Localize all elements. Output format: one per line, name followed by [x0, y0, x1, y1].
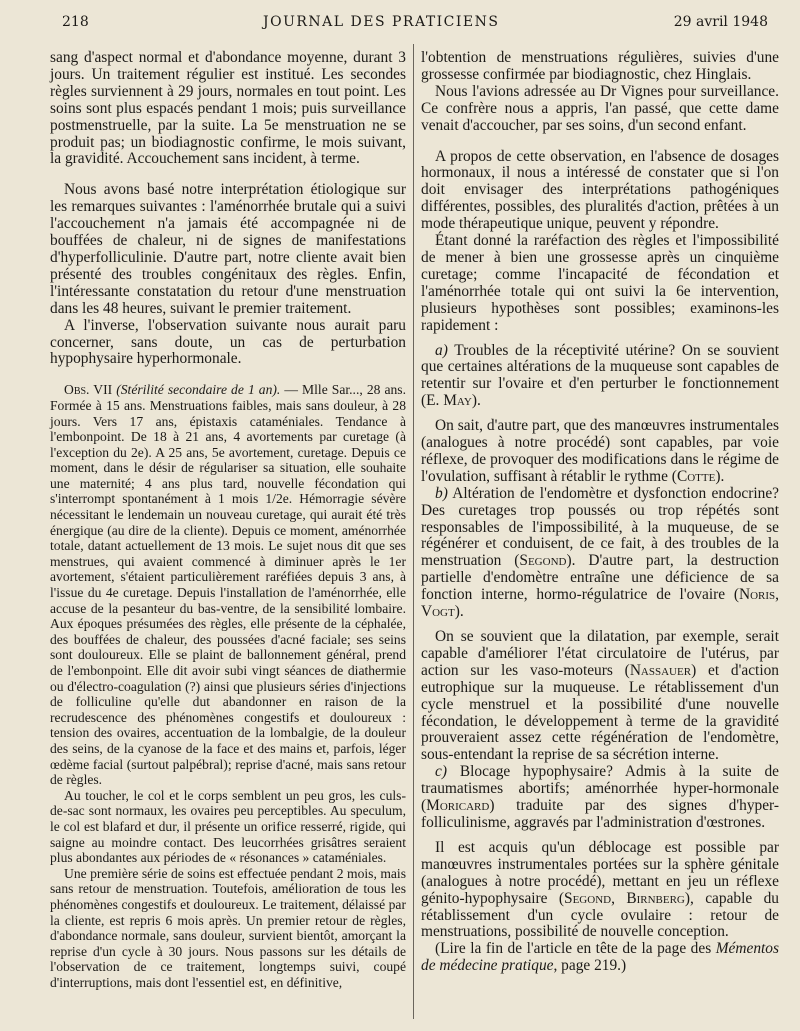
paragraph — [421, 629, 779, 764]
paragraph: l'obtention de menstruations régulières, suivies d'une grossesse confirmée par biodiagnostic, chez Hinglais. — [421, 49, 779, 83]
page-header — [62, 12, 768, 32]
reference-author: E. May — [426, 392, 472, 410]
observation-title: (Stérilité secondaire de 1 an). — [116, 382, 281, 398]
paragraph-end: ) traduite par des signes d'hyper-folliculinisme, aggravés par l'administration d'œstrones. — [421, 797, 779, 831]
paragraph — [421, 840, 779, 941]
reference-author: Moricard — [426, 797, 490, 815]
observation-label: Obs. VII — [64, 382, 113, 398]
paragraph — [421, 418, 779, 486]
continuation-page: , page 219.) — [553, 957, 627, 975]
right-column — [421, 50, 779, 975]
paragraph: A l'inverse, l'observation suivante nous aurait paru concerner, sans doute, un cas de perturbation hypophysaire hyperhormonale. — [50, 316, 406, 368]
hypothesis-c — [421, 764, 779, 832]
paragraph-end: ) et d'action eutrophique sur la muqueuse. Le rétablissement d'un cycle menstruel et la possibilité d'une nouvelle fécondation, le développement à terme de la gravidité prouveraient assez cette régénération de l'endomètre, sous-entendant la reprise de sa sécrétion interne. — [421, 661, 779, 764]
hypothesis-b-text: Altération de l'endomètre et dysfonction endocrine? Des curetages trop poussés ou trop répétés sont responsables de l'impossibilité, à la muqueuse, de se régénérer et conduisent, de ce fait, à des troubles de la menstruation ( — [421, 484, 779, 570]
continuation-note — [421, 941, 779, 975]
continuation-section-title: Mémentos de médecine pratique — [421, 940, 779, 975]
paragraph-end: ). — [471, 392, 481, 410]
paragraph: A propos de cette observation, en l'absence de dosages hormonaux, il nous a intéressé de constater que si l'on doit envisager des interprétations pathogéniques différentes, possibles, des pluralités d'action, prêtées à un mode thérapeutique unique, peuvent y répondre. — [421, 147, 779, 233]
paragraph-end: ). — [454, 603, 464, 621]
reference-author: Cotte — [676, 467, 716, 485]
hypothesis-a-text: Troubles de la réceptivité utérine? On se souvient que certaines altérations de la muqueuse sont capables de retentir sur l'ovaire et d'en perturber le fonctionnement ( — [421, 341, 779, 410]
hypothesis-b — [421, 486, 779, 621]
paragraph: sang d'aspect normal et d'abondance moyenne, durant 3 jours. Un traitement régulier est institué. Les secondes règles surviennent à 29 jours, normales en tout point. Les soins sont plus espacés pendant 1 mois; puis surveillance postmenstruelle, par la suite. La 5e menstruation ne se produit pas; un biodiagnostic confirme, le mois suivant, la gravidité. Accouchement sans incident, à terme. — [50, 49, 406, 168]
paragraph: Étant donné la raréfaction des règles et l'impossibilité de mener à bien une grossesse après un cinquième curetage; comme l'incapacité de fécondation et l'aménorrhée totale qui ont suivi la 6e intervention, plusieurs hypothèses sont possibles; examinons-les rapidement : — [421, 232, 779, 334]
observation-paragraph — [50, 382, 406, 787]
paragraph-text: On se souvient que la dilatation, par exemple, serait capable d'améliorer l'état circulatoire de l'utérus, par action sur les vaso-moteurs ( — [421, 628, 779, 679]
page-number: 218 — [62, 14, 89, 30]
reference-author: Segond, Birnberg — [564, 889, 685, 907]
continuation-text: (Lire la fin de l'article en tête de la page des — [435, 940, 716, 958]
hypothesis-c-text: Blocage hypophysaire? Admis à la suite de traumatismes abortifs; aménorrhée hyper-hormonale ( — [421, 763, 779, 815]
hypothesis-b-label: b) — [435, 484, 448, 502]
paragraph-text: Il est acquis qu'un déblocage est possible par manœuvres instrumentales portées sur la sphère génitale (analogues à notre procédé), mettant en jeu un réflexe génito-hypophysaire ( — [421, 838, 779, 907]
paragraph: Une première série de soins est effectuée pendant 2 mois, mais sans retour de menstruation. Toutefois, amélioration de tous les phénomènes congestifs et douloureux. Le traitement, délaissé par la cliente, est repris 6 mois après. Un premier retour de règles, d'abondance normale, sans douleur, survient bientôt, amorçant la reprise d'un cycle à 30 jours. Nous passons sur les détails de l'observation de ce traitement, longtemps suivi, coupé d'interruptions, mais dont l'essentiel est, en définitive, — [50, 865, 406, 990]
reference-author: Nassauer — [629, 661, 692, 679]
paragraph: Nous avons basé notre interprétation étiologique sur les remarques suivantes : l'aménorrhée brutale qui a suivi l'accouchement n'a jamais été accompagnée ni de bouffées de chaleur, ni de signes de manifestations d'hyperfolliculinie. D'autre part, notre cliente avait bien présenté des troubles congénitaux des règles. Enfin, l'intéressante constatation du retour d'une menstruation dans les 48 heures, suivant le premier traitement. — [50, 181, 406, 317]
journal-title: JOURNAL DES PRATICIENS — [262, 14, 500, 30]
reference-author: Noris, Vogt — [421, 586, 779, 621]
paragraph-text: ). D'autre part, la destruction partielle d'endomètre entraîne une déficience de sa fonction interne, hormo-régulatrice de l'ovaire ( — [421, 552, 779, 604]
paragraph-end: ). — [715, 467, 725, 485]
reference-author: Segond — [519, 552, 567, 570]
paragraph-end: ), capable du rétablissement d'un cycle ovulaire : retour de menstruations, possibilité de nouvelle conception. — [421, 889, 779, 941]
paragraph: Nous l'avions adressée au Dr Vignes pour surveillance. Ce confrère nous a appris, l'an passé, que cette dame venait d'accoucher, par ses soins, d'un second enfant. — [421, 82, 779, 134]
hypothesis-c-label: c) — [435, 763, 447, 781]
left-column — [50, 50, 406, 990]
hypothesis-a — [421, 343, 779, 411]
hypothesis-a-label: a) — [435, 341, 448, 359]
paragraph: Au toucher, le col et le corps semblent un peu gros, les culs-de-sac sont normaux, les ovaires peu perceptibles. Au speculum, le col est blafard et dur, il présente un orifice resserré, rigide, qui saigne au moindre contact. Des leucorrhées grisâtres seraient plus abondantes aux périodes de « résonances » cataméniales. — [50, 787, 406, 866]
observation-text: — Mlle Sar..., 28 ans. Formée à 15 ans. Menstruations faibles, mais sans douleur, à 28 jours. Vers 17 ans, épistaxis cataméniales. Tendance à l'embonpoint. De 18 à 21 ans, 4 avortements par curetage (à l'exception du 2e). A 25 ans, 5e avortement, curetage. Depuis ce moment, dans le désir de régulariser sa situation, elle souhaite une maternité; 4 ans plus tard, nouvelle fécondation qui s'interrompt spontanément à 1 mois 1/2e. Hémorragie sévère nécessitant le lendemain un nouveau curetage, qui aurait été très énergique (au dire de la cliente). Depuis ce moment, aménorrhée totale, datant actuellement de 13 mois. Le sujet nous dit que ses menstrues, qui avaient commencé à diminuer après le 1er avortement, s'étaient particulièrement raréfiées depuis 3 ans, à l'issue du 4e curetage. Depuis l'installation de l'aménorrhée, elle accuse de la pesanteur du bas-ventre, de la sensibilité lombaire. Aux époques présumées des règles, elle présente de la céphalée, des bouffées de chaleur, des poussées d'acné faciale; ses seins sont douloureux. Elle se plaint de ballonnement général, prend de l'embonpoint. Elle dit avoir subi vingt séances de diathermie ou d'électro-coagulation (?) ainsi que plusieurs séries d'injections de folliculine qu'elle dut abandonner en raison de la recrudescence des phénomènes congestifs et douloureux : tension des ovaires, accentuation de la lombalgie, de la douleur des seins, de la cyanose de la face et des mains et, parfois, léger œdème facial (surtout palpébral); reprise d'acné, mais sans retour de règles. — [50, 382, 406, 788]
issue-date: 29 avril 1948 — [673, 14, 768, 30]
column-divider — [413, 44, 414, 1019]
paragraph-text: On sait, d'autre part, que des manœuvres instrumentales (analogues à notre procédé) sont capables, par voie réflexe, de provoquer des modifications dans le régime de l'ovulation, suffisant à rétablir le rythme ( — [421, 417, 779, 485]
